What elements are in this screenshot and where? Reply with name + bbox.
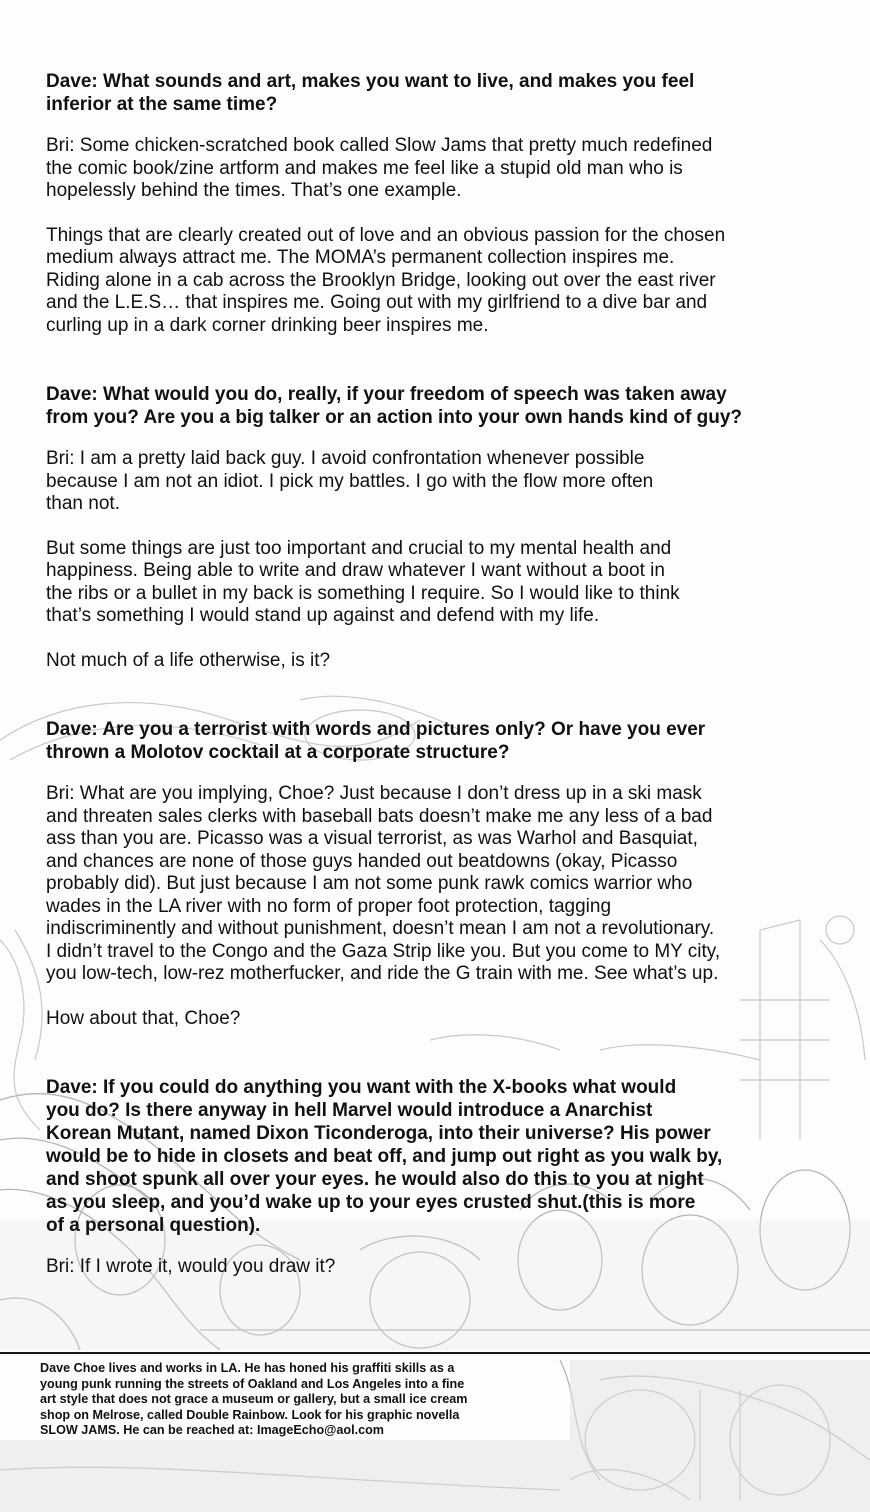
answer-4-para-1: Bri: If I wrote it, would you draw it? [46,1256,336,1277]
bio-divider [0,1352,870,1354]
question-2: Dave: What would you do, really, if your freedom of speech was taken away from you? Are you a big talker or an action into your own hands kind of guy? [46,384,743,428]
interview-text [46,70,826,1301]
answer-1-para-1: Bri: Some chicken-scratched book called Slow Jams that pretty much redefined the comic book/zine artform and makes me feel like a stupid old man who is hopelessly behind the times. That’s one example. [46,135,713,201]
answer-2-para-3: Not much of a life otherwise, is it? [46,649,331,671]
answer-2-para-2: But some things are just too important and crucial to my mental health and happiness. Being able to write and draw whatever I want without a boot in the ribs or a bullet in my back is something I require. So I would like to think that’s something I would stand up against and defend with my life. [46,537,680,626]
author-bio: Dave Choe lives and works in LA. He has honed his graffiti skills as a young punk running the streets of Oakland and Los Angeles into a fine art style that does not grace a museum or gallery, but a small ice cream shop on Melrose, called Double Rainbow. Look for his graphic novella SLOW JAMS. He can be reached at: ImageEcho@aol.com [40,1361,468,1437]
answer-2-para-1: Bri: I am a pretty laid back guy. I avoid confrontation whenever possible because I am not an idiot. I pick my battles. I go with the flow more often than not. [46,448,654,514]
answer-3-para-2: How about that, Choe? [46,1007,241,1029]
question-4: Dave: If you could do anything you want with the X-books what would you do? Is there anyway in hell Marvel would introduce a Anarchist Korean Mutant, named Dixon Ticonderoga, into their universe? His power would be to hide in closets and beat off, and jump out right as you walk by, and shoot spunk all over your eyes. he would also do this to you at night as you sleep, and you’d wake up to your eyes crusted shut.(this is more of a personal question). [46,1077,723,1236]
question-3: Dave: Are you a terrorist with words and pictures only? Or have you ever thrown a Molotov cocktail at a corporate structure? [46,719,706,763]
answer-1-para-2: Things that are clearly created out of love and an obvious passion for the chosen medium always attract me. The MOMA’s permanent collection inspires me. Riding alone in a cab across the Brooklyn Bridge, looking out over the east river and the L.E.S… that inspires me. Going out with my girlfriend to a dive bar and curling up in a dark corner drinking beer inspires me. [46,224,726,336]
question-1: Dave: What sounds and art, makes you want to live, and makes you feel inferior at the same time? [46,71,695,115]
answer-3-para-1: Bri: What are you implying, Choe? Just because I don’t dress up in a ski mask and threaten sales clerks with baseball bats doesn’t make me any less of a bad ass than you are. Picasso was a visual terrorist, as was Warhol and Basquiat, and chances are none of those guys handed out beatdowns (okay, Picasso probably did). But just because I am not some punk rawk comics warrior who wades in the LA river with no form of proper foot protection, tagging indiscriminently and without punishment, doesn’t mean I am not a revolutionary. I didn’t travel to the Congo and the Gaza Strip like you. But you come to MY city, you low-tech, low-rez motherfucker, and ride the G train with me. See what’s up. [46,783,721,984]
